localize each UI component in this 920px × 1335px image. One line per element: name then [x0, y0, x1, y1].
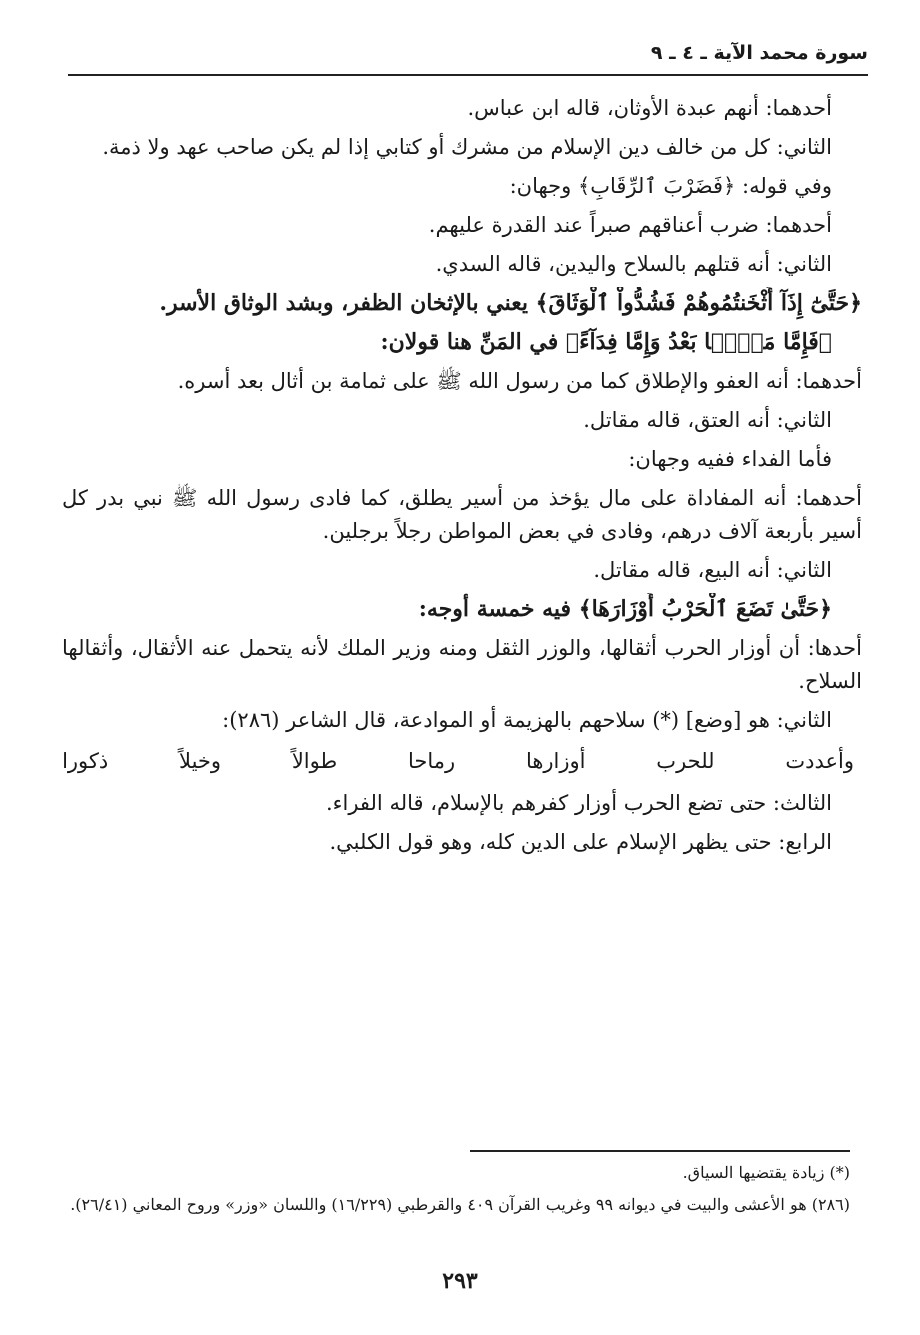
paragraph-17: الرابع: حتى يظهر الإسلام على الدين كله، وهو قول الكلبي. — [329, 830, 832, 854]
poem-word: ذكورا — [62, 749, 109, 773]
paragraph-7: ﴿فَإِمَّا مَنًّۢا بَعْدُ وَإِمَّا فِدَآءً﴾ في المَنِّ هنا قولان: — [380, 329, 832, 355]
paragraph-12: الثاني: أنه البيع، قاله مقاتل. — [593, 558, 832, 582]
poem-word: طوالاً — [291, 749, 338, 773]
paragraph-5: الثاني: أنه قتلهم بالسلاح واليدين، قاله السدي. — [435, 252, 832, 276]
poem-word: للحرب — [656, 749, 715, 773]
poem-word: رماحا — [407, 749, 456, 773]
poem-word: وأعددت — [785, 749, 854, 773]
page-number: ٢٩٣ — [442, 1268, 478, 1294]
paragraph-11: أحدهما: أنه المفاداة على مال يؤخذ من أسير يطلق، كما فادى رسول الله ﷺ نبي بدر كل أسير بأربعة آلاف درهم، وفادى في بعض المواطن رجلاً برجلين. — [62, 486, 862, 543]
paragraph-6: ﴿حَتَّىٰٓ إِذَآ أَثْخَنتُمُوهُمْ فَشُدُّواْ ٱلْوَثَاقَ﴾ يعني بالإثخان الظفر، وبشد الوثاق الأسر. — [159, 290, 862, 316]
paragraph-13: ﴿حَتَّىٰ تَضَعَ ٱلْحَرْبُ أَوْزَارَهَا﴾ فيه خمسة أوجه: — [418, 596, 832, 622]
footnotes — [70, 1158, 850, 1222]
poem-word: وخيلاً — [179, 749, 222, 773]
running-header — [68, 38, 868, 76]
paragraph-1: أحدهما: أنهم عبدة الأوثان، قاله ابن عباس. — [467, 96, 832, 120]
header-title: سورة محمد الآية ـ ٤ ـ ٩ — [650, 42, 868, 64]
footnote-1: (*) زيادة يقتضيها السياق. — [682, 1163, 850, 1182]
paragraph-8: أحدهما: أنه العفو والإطلاق كما من رسول الله ﷺ على ثمامة بن أثال بعد أسره. — [177, 369, 862, 393]
paragraph-3: وفي قوله: ﴿فَضَرْبَ ٱلرِّقَابِ﴾ وجهان: — [509, 174, 832, 198]
paragraph-9: الثاني: أنه العتق، قاله مقاتل. — [583, 408, 832, 432]
footnote-2: (٢٨٦) هو الأعشى والبيت في ديوانه ٩٩ وغريب القرآن ٤٠٩ والقرطبي (١٦/٢٢٩) واللسان «وزر» وروح المعاني (٢٦/٤١). — [70, 1195, 850, 1214]
paragraph-4: أحدهما: ضرب أعناقهم صبراً عند القدرة عليهم. — [428, 213, 832, 237]
page-body — [62, 92, 862, 865]
paragraph-10: فأما الفداء ففيه وجهان: — [628, 447, 832, 471]
poem-verse — [62, 743, 862, 779]
footnote-divider — [470, 1150, 850, 1152]
paragraph-2: الثاني: كل من خالف دين الإسلام من مشرك أو كتابي إذا لم يكن صاحب عهد ولا ذمة. — [102, 135, 832, 159]
paragraph-14: أحدها: أن أوزار الحرب أثقالها، والوزر الثقل ومنه وزير الملك لأنه يتحمل عنه الأثقال، وأثقالها السلاح. — [62, 636, 862, 693]
paragraph-15: الثاني: هو [وضع] (*) سلاحهم بالهزيمة أو الموادعة، قال الشاعر (٢٨٦): — [222, 708, 832, 732]
poem-word: أوزارها — [525, 749, 586, 773]
paragraph-16: الثالث: حتى تضع الحرب أوزار كفرهم بالإسلام، قاله الفراء. — [325, 791, 832, 815]
